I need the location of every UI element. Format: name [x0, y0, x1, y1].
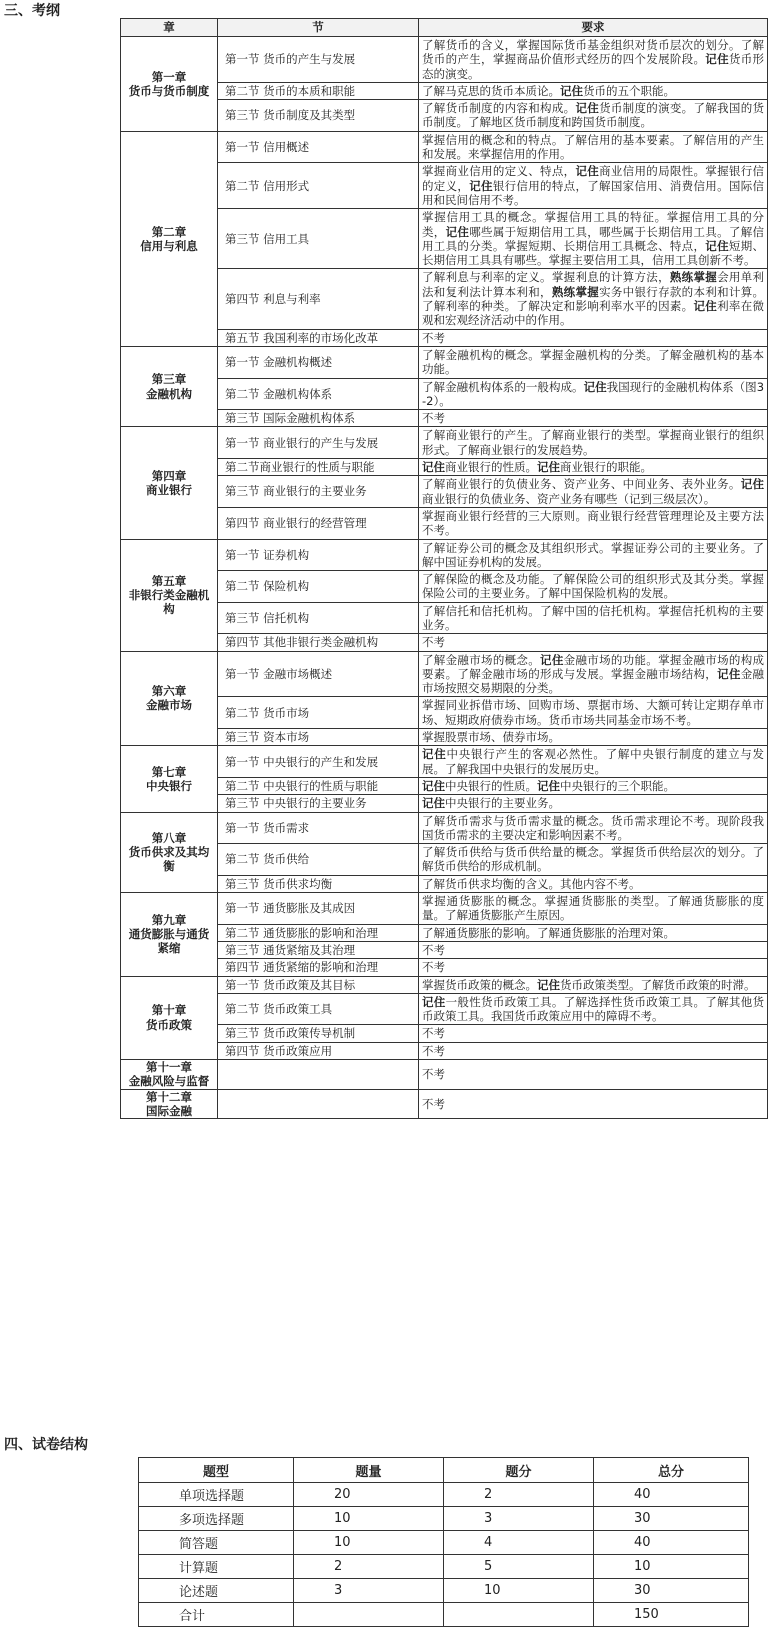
section-name: 第一节 货币的产生与发展 — [218, 37, 419, 83]
structure-cell: 10 — [444, 1579, 594, 1603]
outline-row — [121, 100, 768, 132]
section-name: 第一节 信用概述 — [218, 131, 419, 163]
section-name: 第一节 中央银行的产生和发展 — [218, 746, 419, 778]
section-name: 第一节 货币政策及其目标 — [218, 976, 419, 993]
section-requirement: 掌握商业银行经营的三大原则。商业银行经营管理理论及主要方法不考。 — [419, 507, 768, 539]
chapter-name: 第九章 通货膨胀与通货紧缩 — [121, 893, 218, 976]
section-requirement: 不考 — [419, 1025, 768, 1042]
outline-row — [121, 697, 768, 729]
outline-row — [121, 209, 768, 269]
outline-row — [121, 131, 768, 163]
header-section: 节 — [218, 19, 419, 37]
structure-cell: 计算题 — [139, 1555, 294, 1579]
section-name: 第三节 信用工具 — [218, 209, 419, 269]
section-requirement: 掌握通货膨胀的概念。掌握通货膨胀的类型。了解通货膨胀的度量。了解通货膨胀产生原因。 — [419, 893, 768, 925]
structure-cell: 5 — [444, 1555, 594, 1579]
section-requirement: 记住中央银行的性质。记住中央银行的三个职能。 — [419, 777, 768, 794]
section-name: 第三节 通货紧缩及其治理 — [218, 941, 419, 958]
structure-cell: 简答题 — [139, 1531, 294, 1555]
section-requirement: 了解信托和信托机构。了解中国的信托机构。掌握信托机构的主要业务。 — [419, 602, 768, 634]
section-name: 第二节 货币供给 — [218, 844, 419, 876]
section-name: 第四节 通货紧缩的影响和治理 — [218, 959, 419, 976]
section-name: 第一节 货币需求 — [218, 812, 419, 844]
chapter-name: 第八章 货币供求及其均衡 — [121, 812, 218, 892]
structure-total-cell — [294, 1603, 444, 1627]
outline-row — [121, 378, 768, 410]
section-name: 第三节 货币政策传导机制 — [218, 1025, 419, 1042]
section-requirement: 了解金融市场的概念。记住金融市场的功能。掌握金融市场的构成要素。了解金融市场的形成与发展。掌握金融市场结构，记住金融市场按照交易期限的分类。 — [419, 651, 768, 697]
section-name: 第四节 利息与利率 — [218, 269, 419, 329]
outline-row — [121, 976, 768, 993]
chapter-name: 第二章 信用与利息 — [121, 131, 218, 346]
outline-row — [121, 875, 768, 892]
section-requirement: 了解货币供给与货币供给量的概念。掌握货币供给层次的划分。了解货币供给的形成机制。 — [419, 844, 768, 876]
outline-row — [121, 602, 768, 634]
outline-row — [121, 893, 768, 925]
header-total-score: 总分 — [594, 1458, 749, 1483]
outline-section-title: 三、考纲 — [4, 3, 60, 19]
section-requirement: 了解商业银行的负债业务、资产业务、中间业务、表外业务。记住商业银行的负债业务、资产业务有哪些（记到三级层次）。 — [419, 476, 768, 508]
section-requirement: 不考 — [419, 959, 768, 976]
exam-outline-table — [120, 18, 768, 1119]
header-question-score: 题分 — [444, 1458, 594, 1483]
section-requirement: 掌握同业拆借市场、回购市场、票据市场、大额可转让定期存单市场、短期政府债券市场。货币市场共同基金市场不考。 — [419, 697, 768, 729]
outline-row — [121, 844, 768, 876]
section-requirement: 掌握信用的概念和的特点。了解信用的基本要素。了解信用的产生和发展。来掌握信用的作用。 — [419, 131, 768, 163]
section-name: 第三节 商业银行的主要业务 — [218, 476, 419, 508]
outline-row — [121, 729, 768, 746]
outline-row — [121, 777, 768, 794]
outline-header-row — [121, 19, 768, 37]
outline-row — [121, 571, 768, 603]
structure-cell: 3 — [294, 1579, 444, 1603]
chapter-name: 第七章 中央银行 — [121, 746, 218, 812]
section-requirement: 记住中央银行的主要业务。 — [419, 795, 768, 812]
outline-row — [121, 82, 768, 99]
section-requirement: 了解保险的概念及功能。了解保险公司的组织形式及其分类。掌握保险公司的主要业务。了解中国保险机构的发展。 — [419, 571, 768, 603]
structure-row — [139, 1579, 749, 1603]
outline-row — [121, 959, 768, 976]
header-question-count: 题量 — [294, 1458, 444, 1483]
chapter-name: 第一章 货币与货币制度 — [121, 37, 218, 132]
header-question-type: 题型 — [139, 1458, 294, 1483]
outline-row — [121, 329, 768, 346]
section-name: 第二节 通货膨胀的影响和治理 — [218, 924, 419, 941]
section-requirement: 了解通货膨胀的影响。了解通货膨胀的治理对策。 — [419, 924, 768, 941]
section-name: 第一节 金融市场概述 — [218, 651, 419, 697]
chapter-name: 第十一章 金融风险与监督 — [121, 1060, 218, 1090]
chapter-name: 第五章 非银行类金融机构 — [121, 539, 218, 651]
structure-row — [139, 1483, 749, 1507]
structure-cell: 4 — [444, 1531, 594, 1555]
section-name: 第一节 证券机构 — [218, 539, 419, 571]
section-requirement: 记住商业银行的性质。记住商业银行的职能。 — [419, 459, 768, 476]
structure-row — [139, 1555, 749, 1579]
outline-row — [121, 37, 768, 83]
section-name: 第三节 中央银行的主要业务 — [218, 795, 419, 812]
section-requirement: 了解商业银行的产生。了解商业银行的类型。掌握商业银行的组织形式。了解商业银行的发展趋势。 — [419, 427, 768, 459]
outline-row — [121, 1025, 768, 1042]
section-name: 第一节 商业银行的产生与发展 — [218, 427, 419, 459]
structure-total-cell: 150 — [594, 1603, 749, 1627]
section-requirement: 了解证券公司的概念及其组织形式。掌握证券公司的主要业务。了解中国证券机构的发展。 — [419, 539, 768, 571]
structure-row — [139, 1531, 749, 1555]
section-name: 第二节 金融机构体系 — [218, 378, 419, 410]
section-requirement: 不考 — [419, 1060, 768, 1090]
section-requirement: 掌握商业信用的定义、特点，记住商业信用的局限性。掌握银行信的定义，记住银行信用的特点，了解国家信用、消费信用。国际信用和民间信用不考。 — [419, 163, 768, 209]
outline-row — [121, 1089, 768, 1119]
section-name: 第三节 信托机构 — [218, 602, 419, 634]
structure-total-cell — [444, 1603, 594, 1627]
outline-row — [121, 1060, 768, 1090]
chapter-name: 第十章 货币政策 — [121, 976, 218, 1059]
structure-cell: 2 — [444, 1483, 594, 1507]
outline-row — [121, 163, 768, 209]
section-name: 第三节 货币供求均衡 — [218, 875, 419, 892]
structure-row — [139, 1507, 749, 1531]
structure-header-row — [139, 1458, 749, 1483]
structure-cell: 3 — [444, 1507, 594, 1531]
outline-row — [121, 993, 768, 1025]
section-name: 第五节 我国利率的市场化改革 — [218, 329, 419, 346]
section-name: 第四节 商业银行的经营管理 — [218, 507, 419, 539]
section-requirement: 不考 — [419, 1042, 768, 1059]
section-requirement: 不考 — [419, 410, 768, 427]
section-name: 第三节 资本市场 — [218, 729, 419, 746]
outline-row — [121, 795, 768, 812]
outline-row — [121, 941, 768, 958]
section-requirement: 了解马克思的货币本质论。记住货币的五个职能。 — [419, 82, 768, 99]
section-name — [218, 1060, 419, 1090]
section-name: 第四节 其他非银行类金融机构 — [218, 634, 419, 651]
section-requirement: 掌握货币政策的概念。记住货币政策类型。了解货币政策的时滞。 — [419, 976, 768, 993]
header-requirement: 要求 — [419, 19, 768, 37]
section-requirement: 了解金融机构的概念。掌握金融机构的分类。了解金融机构的基本功能。 — [419, 346, 768, 378]
exam-structure-table — [138, 1457, 749, 1627]
section-requirement: 了解金融机构体系的一般构成。记住我国现行的金融机构体系（图3-2）。 — [419, 378, 768, 410]
section-name: 第二节 货币市场 — [218, 697, 419, 729]
section-requirement: 了解利息与利率的定义。掌握利息的计算方法，熟练掌握会用单利法和复利法计算本利和，熟练掌握实务中银行存款的本利和计算。了解利率的种类。了解决定和影响利率水平的因素。记住利率在微观和宏观经济活动中的作用。 — [419, 269, 768, 329]
structure-cell: 10 — [294, 1507, 444, 1531]
chapter-name: 第十二章 国际金融 — [121, 1089, 218, 1119]
section-requirement: 了解货币供求均衡的含义。其他内容不考。 — [419, 875, 768, 892]
outline-row — [121, 634, 768, 651]
header-chapter: 章 — [121, 19, 218, 37]
section-name: 第二节 信用形式 — [218, 163, 419, 209]
section-name: 第四节 货币政策应用 — [218, 1042, 419, 1059]
structure-cell: 40 — [594, 1531, 749, 1555]
section-name: 第二节 中央银行的性质与职能 — [218, 777, 419, 794]
section-name: 第三节 国际金融机构体系 — [218, 410, 419, 427]
structure-total-cell: 合计 — [139, 1603, 294, 1627]
section-requirement: 不考 — [419, 329, 768, 346]
structure-cell: 2 — [294, 1555, 444, 1579]
chapter-name: 第六章 金融市场 — [121, 651, 218, 746]
outline-row — [121, 459, 768, 476]
section-name: 第一节 金融机构概述 — [218, 346, 419, 378]
section-requirement: 记住中央银行产生的客观必然性。了解中央银行制度的建立与发展。了解我国中央银行的发展历史。 — [419, 746, 768, 778]
section-requirement: 了解货币的含义，掌握国际货币基金组织对货币层次的划分。了解货币的产生，掌握商品价值形式经历的四个发展阶段。记住货币形态的演变。 — [419, 37, 768, 83]
section-name: 第二节 货币政策工具 — [218, 993, 419, 1025]
section-requirement: 不考 — [419, 1089, 768, 1119]
outline-row — [121, 410, 768, 427]
section-name: 第三节 货币制度及其类型 — [218, 100, 419, 132]
section-name: 第二节商业银行的性质与职能 — [218, 459, 419, 476]
structure-cell: 40 — [594, 1483, 749, 1507]
section-requirement: 记住一般性货币政策工具。了解选择性货币政策工具。了解其他货币政策工具。我国货币政策应用中的障碍不考。 — [419, 993, 768, 1025]
outline-row — [121, 812, 768, 844]
section-requirement: 不考 — [419, 941, 768, 958]
section-requirement: 不考 — [419, 634, 768, 651]
outline-row — [121, 269, 768, 329]
outline-row — [121, 539, 768, 571]
outline-row — [121, 1042, 768, 1059]
structure-section-title: 四、试卷结构 — [4, 1437, 88, 1453]
structure-total-row — [139, 1603, 749, 1627]
section-requirement: 了解货币制度的内容和构成。记住货币制度的演变。了解我国的货币制度。了解地区货币制度和跨国货币制度。 — [419, 100, 768, 132]
section-name: 第二节 保险机构 — [218, 571, 419, 603]
section-name: 第二节 货币的本质和职能 — [218, 82, 419, 99]
structure-cell: 多项选择题 — [139, 1507, 294, 1531]
outline-row — [121, 476, 768, 508]
structure-cell: 论述题 — [139, 1579, 294, 1603]
outline-row — [121, 924, 768, 941]
structure-cell: 30 — [594, 1507, 749, 1531]
section-name: 第一节 通货膨胀及其成因 — [218, 893, 419, 925]
structure-cell: 10 — [594, 1555, 749, 1579]
outline-row — [121, 746, 768, 778]
chapter-name: 第三章 金融机构 — [121, 346, 218, 426]
chapter-name: 第四章 商业银行 — [121, 427, 218, 539]
outline-row — [121, 346, 768, 378]
structure-cell: 20 — [294, 1483, 444, 1507]
structure-cell: 单项选择题 — [139, 1483, 294, 1507]
section-requirement: 掌握股票市场、债券市场。 — [419, 729, 768, 746]
section-requirement: 掌握信用工具的概念。掌握信用工具的特征。掌握信用工具的分类，记住哪些属于短期信用工具，哪些属于长期信用工具。了解信用工具的分类。掌握短期、长期信用工具概念、特点，记住短期、长期信用工具具有哪些。掌握主要信用工具，信用工具创新不考。 — [419, 209, 768, 269]
section-name — [218, 1089, 419, 1119]
structure-cell: 30 — [594, 1579, 749, 1603]
outline-row — [121, 651, 768, 697]
structure-cell: 10 — [294, 1531, 444, 1555]
outline-row — [121, 427, 768, 459]
outline-row — [121, 507, 768, 539]
section-requirement: 了解货币需求与货币需求量的概念。货币需求理论不考。现阶段我国货币需求的主要决定和影响因素不考。 — [419, 812, 768, 844]
